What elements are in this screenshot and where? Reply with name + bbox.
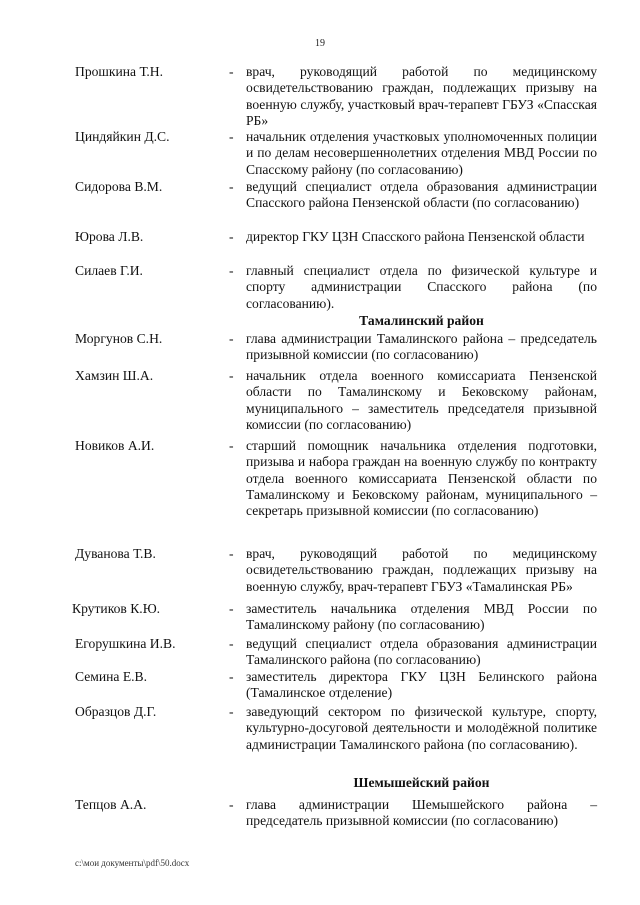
dash: - — [229, 331, 234, 346]
page-number: 19 — [315, 38, 325, 49]
person-position: ведущий специалист отдела образования администрации Спасского района Пензенской области (по согласованию) — [246, 179, 597, 211]
person-position: директор ГКУ ЦЗН Спасского района Пензенской области — [246, 229, 585, 244]
person-position: заведующий сектором по физической культуре, спорту, культурно-досуговой деятельности и молодёжной политике администрации Тамалинского района (по согласованию). — [246, 704, 597, 752]
dash: - — [229, 438, 234, 453]
person-position: врач, руководящий работой по медицинскому освидетельствованию граждан, подлежащих призыву на военную службу, участковый врач-терапевт ГБУЗ «Спасская РБ» — [246, 64, 597, 128]
person-position: главный специалист отдела по физической культуре и спорту администрации Спасского района (по согласованию). — [246, 263, 597, 311]
section-heading-tamala: Тамалинский район — [359, 313, 484, 328]
dash: - — [229, 546, 234, 561]
person-name: Сидорова В.М. — [75, 179, 163, 194]
person-name: Хамзин Ш.А. — [75, 368, 154, 383]
person-name: Новиков А.И. — [75, 438, 155, 453]
person-position: врач, руководящий работой по медицинскому освидетельствованию граждан, подлежащих призыву на военную службу, врач-терапевт ГБУЗ «Тамалинская РБ» — [246, 546, 597, 594]
person-name: Юрова Л.В. — [75, 229, 144, 244]
person-name: Семина Е.В. — [75, 669, 148, 684]
dash: - — [229, 368, 234, 383]
person-position: заместитель директора ГКУ ЦЗН Белинского района (Тамалинское отделение) — [246, 669, 597, 701]
person-name: Егорушкина И.В. — [75, 636, 176, 651]
person-name: Тепцов А.А. — [75, 797, 147, 812]
person-position: глава администрации Шемышейского района – председатель призывной комиссии (по согласованию) — [246, 797, 597, 829]
person-name: Моргунов С.Н. — [75, 331, 163, 346]
person-name: Прошкина Т.Н. — [75, 64, 164, 79]
dash: - — [229, 129, 234, 144]
dash: - — [229, 64, 234, 79]
person-position: глава администрации Тамалинского района – председатель призывной комиссии (по согласованию) — [246, 331, 597, 363]
dash: - — [229, 179, 234, 194]
person-name: Циндяйкин Д.С. — [75, 129, 170, 144]
section-heading-shemysheyka: Шемышейский район — [353, 775, 490, 790]
person-name: Дуванова Т.В. — [75, 546, 156, 561]
person-position: начальник отдела военного комиссариата Пензенской области по Тамалинскому и Бековскому районам, муниципального – заместитель председателя призывной комиссии (по согласованию) — [246, 368, 597, 432]
dash: - — [229, 636, 234, 651]
person-name: Крутиков К.Ю. — [72, 601, 161, 616]
person-position: начальник отделения участковых уполномоченных полиции и по делам несовершеннолетних отделения МВД России по Спасскому району (по согласованию) — [246, 129, 597, 177]
dash: - — [229, 263, 234, 278]
person-name: Образцов Д.Г. — [75, 704, 157, 719]
dash: - — [229, 601, 234, 616]
person-position: ведущий специалист отдела образования администрации Тамалинского района (по согласованию) — [246, 636, 597, 668]
person-position: старший помощник начальника отделения подготовки, призыва и набора граждан на военную службу по контракту отдела военного комиссариата Пензенской области по Тамалинскому и Бековскому районам, муниципального – секретарь призывной комиссии (по согласованию) — [246, 438, 597, 519]
dash: - — [229, 229, 234, 244]
person-name: Силаев Г.И. — [75, 263, 143, 278]
file-path-footer: c:\мои документы\pdf\50.docx — [75, 858, 190, 868]
dash: - — [229, 704, 234, 719]
person-position: заместитель начальника отделения МВД России по Тамалинскому району (по согласованию) — [246, 601, 597, 633]
dash: - — [229, 797, 234, 812]
dash: - — [229, 669, 234, 684]
